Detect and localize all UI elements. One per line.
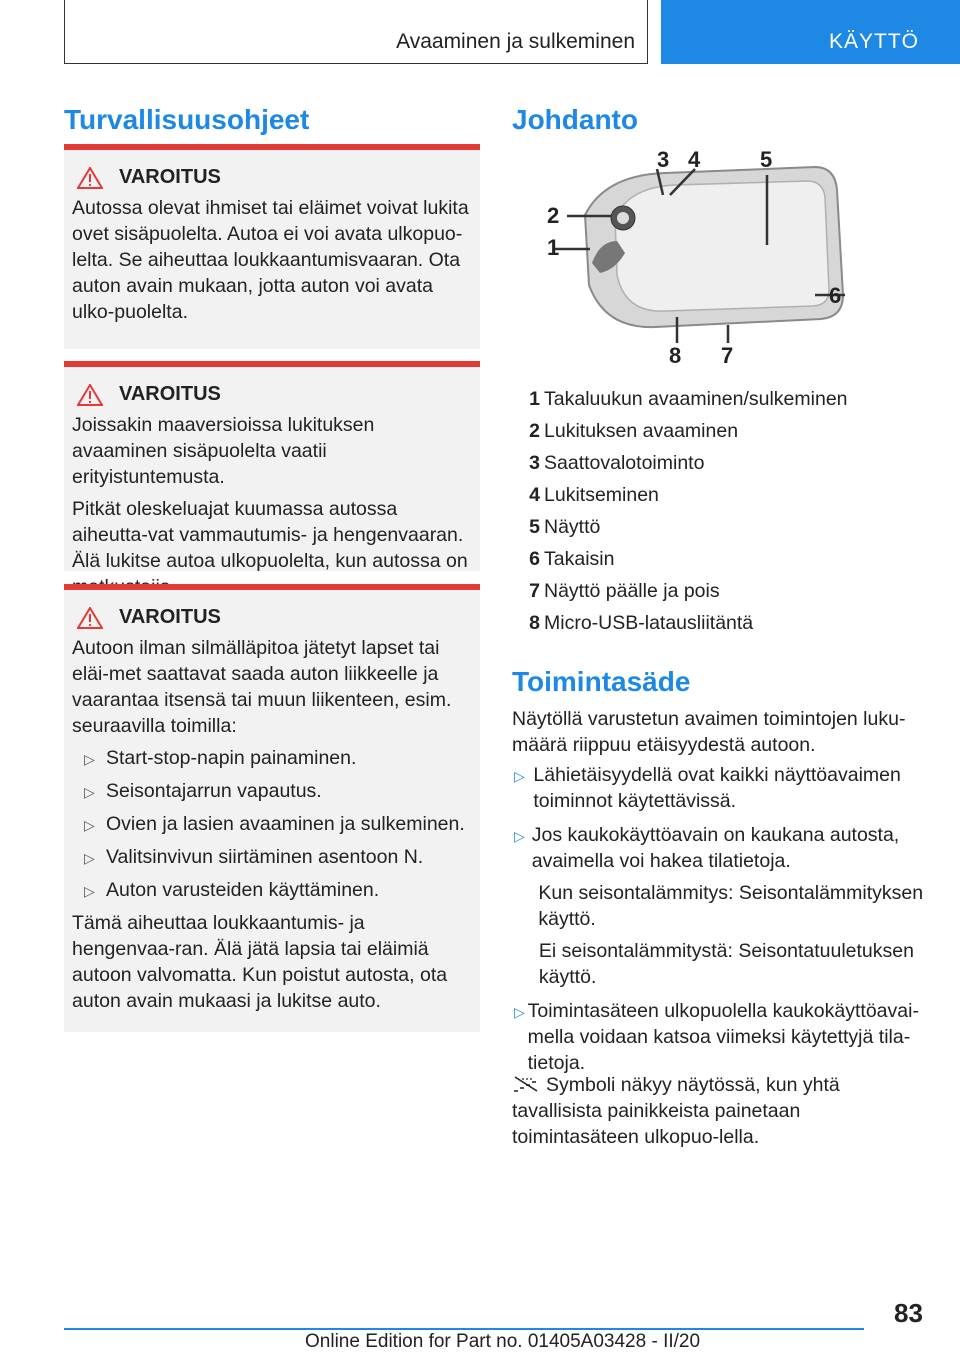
bullet-triangle-icon: ▷ [84, 751, 95, 767]
right-heading: Johdanto [512, 104, 638, 135]
legend-item: 6 Takaisin [529, 548, 615, 570]
key-figure [545, 145, 845, 365]
warning-triangle-icon [77, 384, 103, 406]
header-section-title: Avaaminen ja sulkeminen [396, 30, 635, 53]
bullet-triangle-icon: ▷ [514, 828, 525, 844]
callout-label: 5 [760, 147, 773, 172]
callout-label: 7 [721, 343, 734, 365]
callout-label: 1 [547, 235, 560, 260]
warning-box-3 [64, 584, 480, 1032]
warning-text: Tämä aiheuttaa loukkaantumis- ja hengenvaa-ran. Älä jätä lapsia tai eläimiä autoon valvomatta. Kun poistut autosta, ota auton avain mukaasi ja lukitse auto. [72, 912, 448, 1012]
callout-label: 6 [829, 283, 842, 308]
warning-text: Joissakin maaversioissa lukituksen avaaminen sisäpuolelta vaatii erityistuntemusta. [72, 414, 375, 488]
list-item: ▷ Start-stop-napin painaminen. [72, 745, 472, 772]
callout-label: 3 [657, 147, 670, 172]
range-intro: Näytöllä varustetun avaimen toimintojen luku-määrä riippuu etäisyydestä autoon. [512, 708, 906, 756]
warning-text: Pitkät oleskeluajat kuumassa autossa aiheutta-vat vammautumis- ja hengenvaaran. Älä lukitse autoa ulkopuolelta, kun autossa on [72, 498, 468, 572]
footer-divider [64, 1328, 864, 1330]
callout-label: 4 [688, 147, 701, 172]
warning-box-1 [64, 144, 480, 349]
header-chapter-title: KÄYTTÖ [829, 30, 920, 53]
left-heading: Turvallisuusohjeet [64, 104, 310, 135]
key-display [615, 181, 829, 311]
list-subitem: Ei seisontalämmitystä: Seisontatuuletuksen käyttö. [538, 940, 914, 988]
bullet-triangle-icon: ▷ [84, 817, 95, 833]
legend-item: 5 Näyttö [529, 516, 601, 538]
symbol-note: Symboli näkyy näytössä, kun yhtä tavallisista painikkeista painetaan toimintasäteen ulkopuo-lella. [512, 1074, 840, 1148]
warning-text: Autoon ilman silmälläpitoa jätetyt lapset tai eläi-met saattavat saada auton liikkeelle ja vaarantaa itsensä tai muun liikenteen, esim. seuraavilla toimilla: [72, 637, 452, 737]
out-of-range-signal-icon [512, 1075, 540, 1093]
footer-edition: Online Edition for Part no. 01405A03428 - II/20 [305, 1331, 701, 1352]
warning-bullet-list [72, 745, 472, 904]
bullet-triangle-icon: ▷ [84, 850, 95, 866]
list-subitem: Kun seisontalämmitys: Seisontalämmityksen käyttö. [538, 882, 924, 930]
bullet-triangle-icon: ▷ [84, 883, 95, 899]
list-item: ▷ Toimintasäteen ulkopuolella kaukokäyttöavai-mella voidaan katsoa viimeksi käytettyjä tila-tietoja. [514, 1000, 919, 1074]
callout-label: 8 [669, 343, 682, 365]
warning-label: VAROITUS [119, 166, 221, 188]
header-chapter-tab [661, 0, 960, 64]
page-number: 83 [894, 1298, 923, 1328]
legend-item: 2 Lukituksen avaaminen [529, 420, 739, 442]
legend-item: 7 Näyttö päälle ja pois [529, 580, 720, 602]
callout-label: 2 [547, 203, 560, 228]
warning-text: Autossa olevat ihmiset tai eläimet voivat lukita ovet sisäpuolelta. Autoa ei voi avata ulkopuo-lelta. Se aiheuttaa loukkaantumisvaaran. Ota auton avain mukaan, jotta auton voi avata ulko-puolelta. [72, 197, 469, 323]
legend-item: 8 Micro-USB-latausliitäntä [529, 612, 754, 634]
range-bullet-list [512, 762, 932, 1076]
bullet-triangle-icon: ▷ [514, 1004, 525, 1020]
header-section-tab [64, 0, 648, 64]
legend-item: 4 Lukitseminen [529, 484, 659, 506]
list-item: ▷ Seisontajarrun vapautus. [72, 778, 472, 805]
warning-triangle-icon [77, 167, 103, 189]
range-heading: Toimintasäde [512, 666, 691, 697]
warning-box-2 [64, 361, 480, 571]
figure-legend [512, 383, 932, 639]
list-item: ▷ Lähietäisyydellä ovat kaikki näyttöavaimen toiminnot käytettävissä. [514, 764, 901, 812]
list-item: ▷ Valitsinvivun siirtäminen asentoon N. [72, 844, 472, 871]
bullet-triangle-icon: ▷ [514, 768, 525, 784]
bullet-triangle-icon: ▷ [84, 784, 95, 800]
warning-triangle-icon [77, 607, 103, 629]
warning-label: VAROITUS [119, 606, 221, 628]
list-item: ▷ Jos kaukokäyttöavain on kaukana autosta, avaimella voi hakea tilatietoja. [514, 824, 900, 872]
list-item: ▷ Auton varusteiden käyttäminen. [72, 877, 472, 904]
list-item: ▷ Ovien ja lasien avaaminen ja sulkeminen. [72, 811, 472, 838]
legend-item: 1 Takaluukun avaaminen/sulkeminen [529, 388, 848, 410]
warning-label: VAROITUS [119, 383, 221, 405]
legend-item: 3 Saattovalotoiminto [529, 452, 705, 474]
